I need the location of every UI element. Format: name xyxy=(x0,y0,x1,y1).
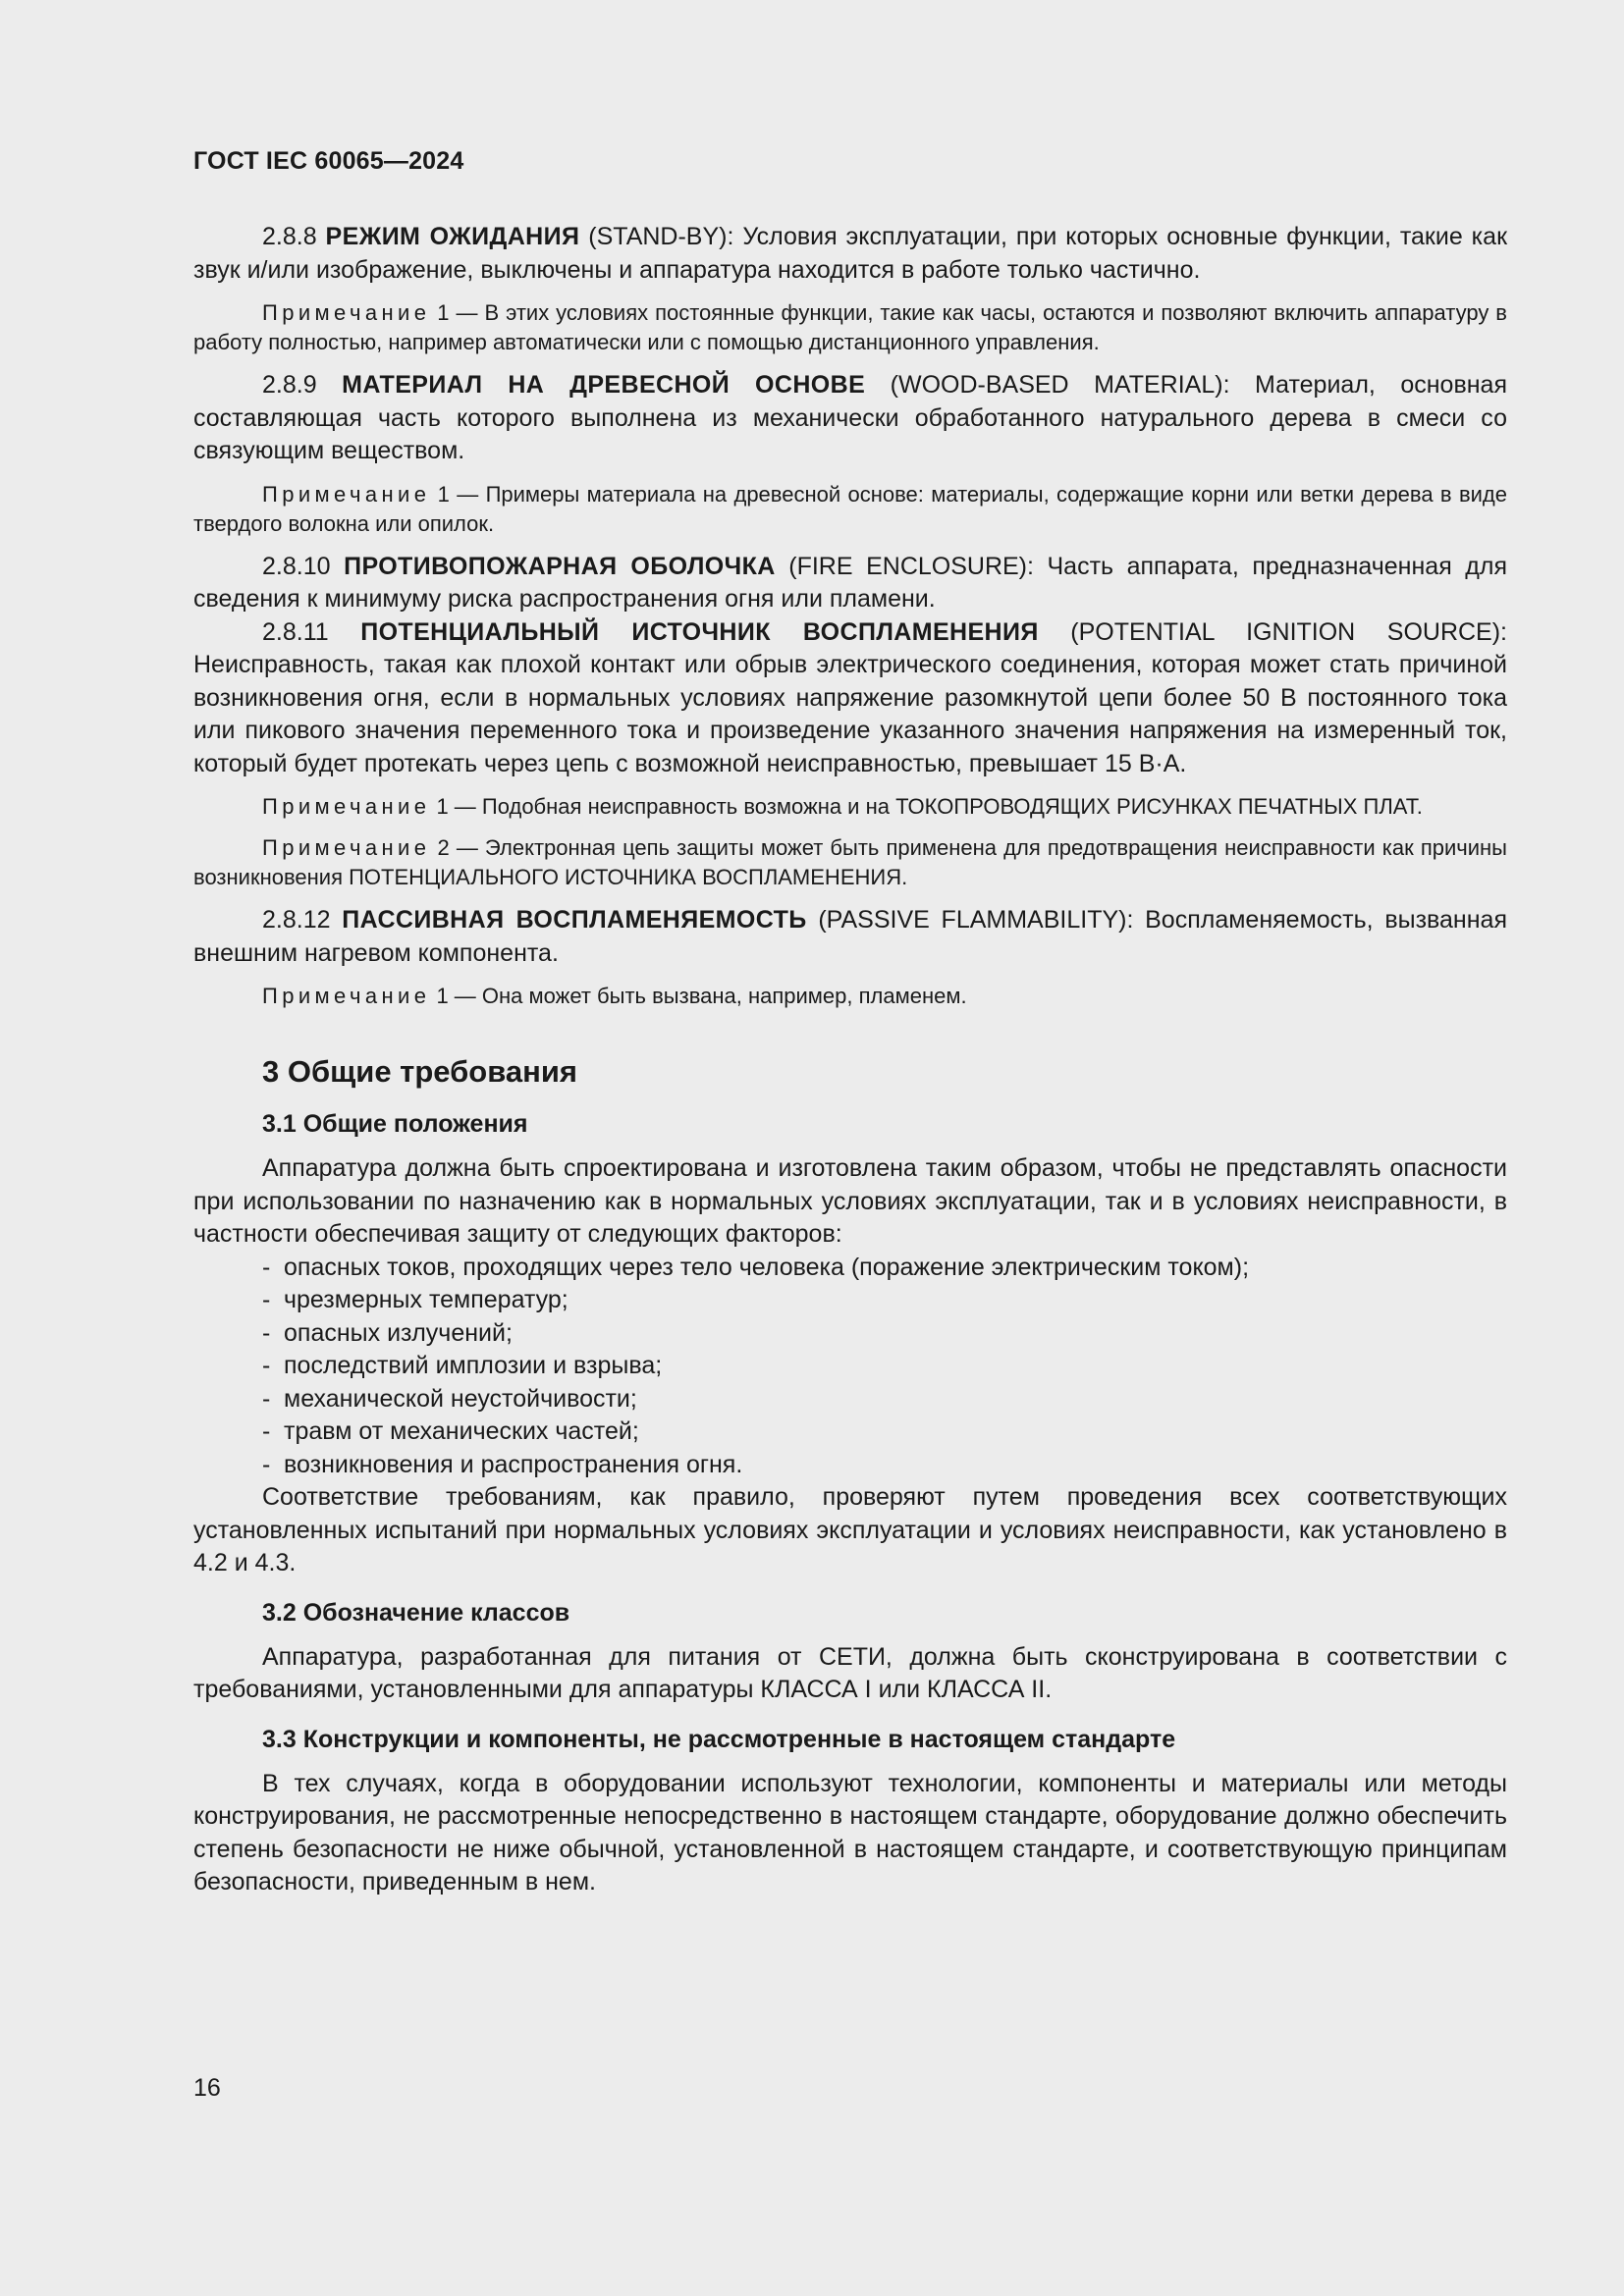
list-item: - возникновения и распространения огня. xyxy=(262,1450,743,1478)
bullet-list xyxy=(193,1252,1507,1482)
paragraph: Аппаратура должна быть спроектирована и изготовлена таким образом, чтобы не представлять опасности при использовании по назначению как в нормальных условиях эксплуатации, так и в условиях неисправности, в частности обеспечивая защиту от следующих факторов: xyxy=(193,1154,1507,1248)
definition-text: (WOOD-BASED MATERIAL): Материал, основная составляющая часть которого выполнена из механически обработанного натурального дерева в смеси со связующим веществом. xyxy=(193,371,1507,464)
note xyxy=(193,298,1507,357)
definition-text: (FIRE ENCLOSURE): Часть аппарата, предназначенная для сведения к минимуму риска распространения огня или пламени. xyxy=(193,552,1507,613)
definition-text: (POTENTIAL IGNITION SOURCE): Неисправность, такая как плохой контакт или обрыв электрического соединения, которая может стать причиной возникновения огня, если в нормальных условиях напряжение разомкнутой цепи более 50 В постоянного тока или пикового значения переменного тока и произведение указанного значения напряжения на измеренный ток, который будет протекать через цепь с возможной неисправностью, превышает 15 В·А. xyxy=(193,617,1507,777)
definition-number: 2.8.9 xyxy=(262,371,317,399)
definition-2-8-10 xyxy=(193,551,1507,616)
subsection-title: 3.1 Общие положения xyxy=(262,1110,528,1138)
list-item-text: механической неустойчивости; xyxy=(284,1384,637,1413)
list-item: - травм от механических частей; xyxy=(262,1417,639,1445)
list-item-text: опасных токов, проходящих через тело человека (поражение электрическим током); xyxy=(284,1253,1250,1281)
definition-number: 2.8.11 xyxy=(262,617,329,646)
definition-2-8-9 xyxy=(193,369,1507,468)
note-text: 1 — Подобная неисправность возможна и на ТОКОПРОВОДЯЩИХ РИСУНКАХ ПЕЧАТНЫХ ПЛАТ. xyxy=(430,794,1423,819)
subsection-title: 3.3 Конструкции и компоненты, не рассмотренные в настоящем стандарте xyxy=(262,1725,1176,1753)
definition-term: ПОТЕНЦИАЛЬНЫЙ ИСТОЧНИК ВОСПЛАМЕНЕНИЯ xyxy=(360,617,1039,646)
document-header: ГОСТ IEC 60065—2024 xyxy=(193,147,464,175)
note-label: Примечание xyxy=(262,794,431,819)
definition-term: ПРОТИВОПОЖАРНАЯ ОБОЛОЧКА xyxy=(344,552,776,580)
list-item: - последствий имплозии и взрыва; xyxy=(262,1352,663,1379)
definition-2-8-11 xyxy=(193,616,1507,781)
list-item: - опасных токов, проходящих через тело человека (поражение электрическим током); xyxy=(262,1253,1250,1281)
note xyxy=(193,982,1507,1011)
list-item-text: опасных излучений; xyxy=(284,1318,513,1347)
definition-text: (STAND-BY): Условия эксплуатации, при которых основные функции, такие как звук и/или изображение, выключены и аппаратура находится в работе только частично. xyxy=(193,223,1508,284)
note xyxy=(193,792,1507,822)
note-label: Примечание xyxy=(262,300,431,325)
note-label: Примечание xyxy=(262,835,431,860)
definition-term: РЕЖИМ ОЖИДАНИЯ xyxy=(325,223,580,250)
paragraph: Аппаратура, разработанная для питания от СЕТИ, должна быть сконструирована в соответствии с требованиями, установленными для аппаратуры КЛАССА I или КЛАССА II. xyxy=(193,1642,1507,1703)
definition-number: 2.8.10 xyxy=(262,552,331,580)
paragraph: В тех случаях, когда в оборудовании используют технологии, компоненты и материалы или методы конструирования, не рассмотренные непосредственно в настоящем стандарте, оборудование должно обеспечить степень безопасности не ниже обычной, установленной в настоящем стандарте, и соответствующую принципам безопасности, приведенным в нем. xyxy=(193,1769,1507,1896)
definition-term: ПАССИВНАЯ ВОСПЛАМЕНЯЕМОСТЬ xyxy=(342,906,807,934)
definition-number: 2.8.12 xyxy=(262,906,331,934)
document-body xyxy=(193,221,1507,1899)
definition-2-8-8 xyxy=(193,221,1507,287)
note-text: 2 — Электронная цепь защиты может быть применена для предотвращения неисправности как причины возникновения ПОТЕНЦИАЛЬНОГО ИСТОЧНИКА ВОСПЛАМЕНЕНИЯ. xyxy=(193,835,1507,889)
note-label: Примечание xyxy=(262,984,431,1008)
subsection-title: 3.2 Обозначение классов xyxy=(262,1598,570,1627)
section-title: 3 Общие требования xyxy=(262,1054,577,1089)
page-number: 16 xyxy=(193,2074,221,2102)
definition-text: (PASSIVE FLAMMABILITY): Воспламеняемость, вызванная внешним нагревом компонента. xyxy=(193,906,1507,967)
list-item-text: чрезмерных температур; xyxy=(284,1286,568,1313)
list-item: - чрезмерных температур; xyxy=(262,1286,568,1313)
list-item-text: последствий имплозии и взрыва; xyxy=(284,1352,663,1379)
note xyxy=(193,480,1507,539)
paragraph: Соответствие требованиям, как правило, проверяют путем проведения всех соответствующих установленных испытаний при нормальных условиях эксплуатации и условиях неисправности, как установлено в 4.2 и 4.3. xyxy=(193,1483,1507,1576)
note-text: 1 — Примеры материала на древесной основе: материалы, содержащие корни или ветки дерева в виде твердого волокна или опилок. xyxy=(193,481,1507,536)
list-item: - опасных излучений; xyxy=(262,1318,513,1347)
list-item-text: возникновения и распространения огня. xyxy=(284,1450,743,1478)
note xyxy=(193,833,1507,892)
note-label: Примечание xyxy=(262,481,431,507)
list-item-text: травм от механических частей; xyxy=(284,1417,639,1445)
definition-2-8-12 xyxy=(193,904,1507,970)
note-text: 1 — В этих условиях постоянные функции, такие как часы, остаются и позволяют включить аппаратуру в работу полностью, например автоматически или с помощью дистанционного управления. xyxy=(193,300,1507,354)
definition-number: 2.8.8 xyxy=(262,223,317,250)
list-item: - механической неустойчивости; xyxy=(262,1384,637,1413)
definition-term: МАТЕРИАЛ НА ДРЕВЕСНОЙ ОСНОВЕ xyxy=(342,371,866,399)
note-text: 1 — Она может быть вызвана, например, пламенем. xyxy=(430,984,967,1008)
